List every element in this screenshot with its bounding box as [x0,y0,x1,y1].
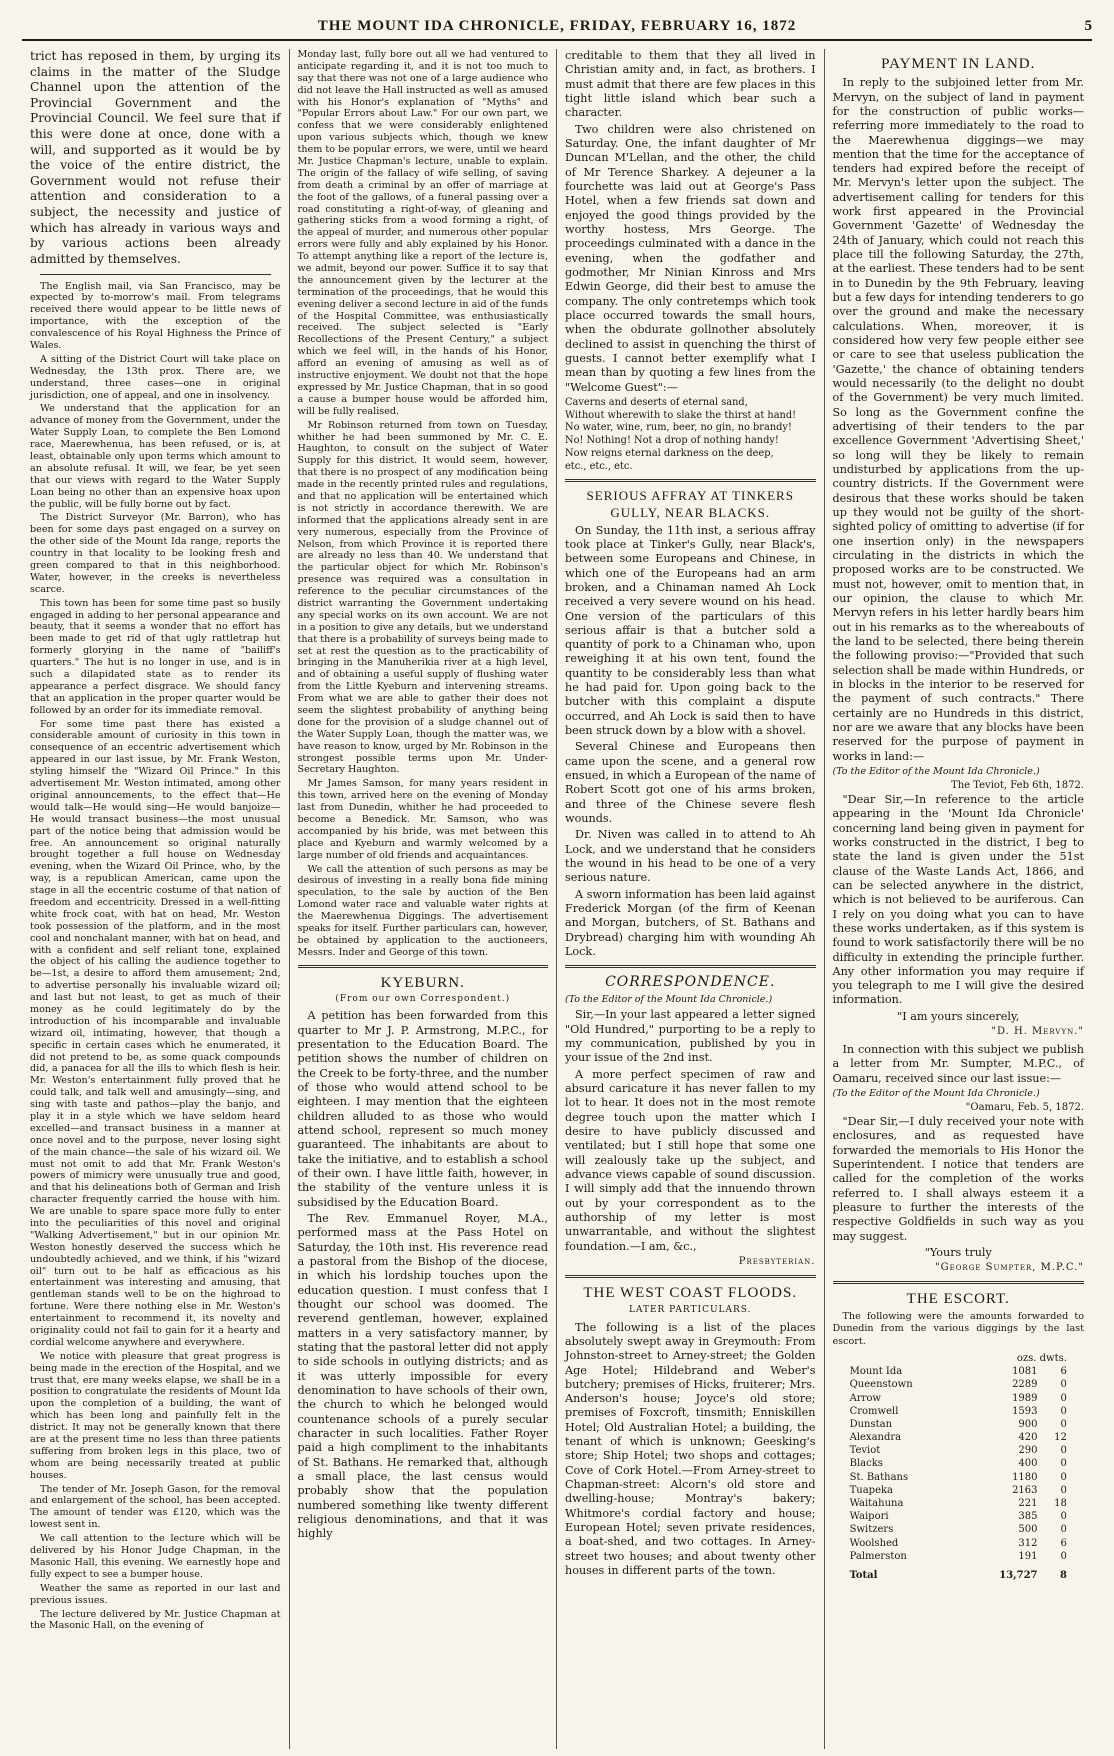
escort-cell-dwt: 6 [1060,1366,1067,1378]
kyeburn-article [298,1009,549,1541]
letter-signature: "D. H. Mervyn." [991,1026,1084,1038]
letter-paragraph: "Dear Sir,—I duly received your note with enclosures, and as requested have forwarded the memorials to His Honor the Superintendent. I notice that tenders are called for the completion of the works referred to. I shall always esteem it a pleasure to further the interests of the respective Goldfields in such way as you may suggest. [832,1114,1084,1243]
escort-cell-oz: 1180 [1012,1471,1038,1483]
escort-cell-place: Mount Ida [849,1366,903,1378]
escort-cell-oz: 400 [1018,1458,1038,1470]
escort-cell-dwt: 0 [1060,1471,1067,1483]
escort-row [848,1537,1069,1550]
poem-line: No! Nothing! Not a drop of nothing handy! [565,435,779,447]
escort-cell-oz: 385 [1018,1511,1038,1523]
escort-cell-oz: 2163 [1012,1484,1038,1496]
escort-cell-dwt: 0 [1060,1392,1067,1404]
letter-dateline: "Oamaru, Feb. 5, 1872. [965,1102,1084,1114]
divider [565,1275,816,1278]
kyeburn-continued: creditable to them that they all lived in Christian amity and, in fact, as brothers. I must admit that there are few places in this tight little island which bear such a character. [565,49,816,120]
escort-cell-oz: 191 [1018,1550,1038,1562]
escort-row [848,1365,1069,1378]
news-paragraph: We understand that the application for an advance of money from the Government, under the Water Supply Loan, to complete the Ben Lomond race, Maerewhenua, has been refused, or is, at least, obtainable only upon terms which amount to an absolute refusal. It will, we fear, be yet seen that our views with regard to the Water Supply Loan being no other than an expensive hoax upon the public, will be fully borne out by fact. [30,403,281,510]
column-2 [290,49,558,1749]
correspondence-paragraph: A more perfect specimen of raw and absurd caricature it has never fallen to my lot to hear. It does not in the most remote degree touch upon the matter which I desire to have publicly discussed and ventilated; but I still hope that some one will zealously take up the subject, and advance views capable of sound discussion. I will simply add that the innuendo thrown out by your correspondent as to the authorship of my letter is most unwarrantable, and without the slightest foundation.—I am, &c., [565,1067,816,1253]
escort-row [848,1392,1069,1405]
escort-cell-oz: 1081 [1012,1366,1038,1378]
escort-total-dwt: 8 [1059,1569,1067,1581]
escort-cell-place: Cromwell [849,1405,899,1417]
floods-heading: THE WEST COAST FLOODS. [583,1284,798,1301]
divider [565,965,816,968]
letter-signature: "George Sumpter, M.P.C." [935,1262,1084,1274]
escort-row [848,1457,1069,1470]
poem-line: No water, wine, rum, beer, no gin, no brandy! [565,422,792,434]
kyeburn-paragraph: A petition has been forwarded from this quarter to Mr J. P. Armstrong, M.P.C., for presentation to the Education Board. The petition shows the number of children on the Creek to be forty-three, and the number of those who would attend school to be eighteen. I may mention that the eighteen children alluded to as those who would attend school, represent so much money guaranteed. The inhabitants are about to take the initiative, and to establish a school of their own. I have little faith, however, in the stability of the venture unless it is subsidised by the Education Board. [297,1009,548,1209]
escort-cell-place: Dunstan [849,1418,893,1430]
letter-closing: "I am yours sincerely, [897,1009,1020,1023]
escort-cell-oz: 312 [1018,1537,1038,1549]
letter-attribution: (To the Editor of the Mount Ida Chronicle.) [832,1087,1040,1099]
escort-row [848,1550,1069,1563]
escort-cell-place: Waipori [849,1511,889,1523]
letter-dateline: The Teviot, Feb 6th, 1872. [951,780,1084,792]
divider [565,479,816,482]
correspondence-paragraph: Sir,—In your last appeared a letter signed "Old Hundred," purporting to be a reply to my communication, published by you in your issue of the 2nd inst. [565,1008,816,1065]
poem-line: Now reigns eternal darkness on the deep, [565,447,774,459]
escort-table-body [848,1352,1069,1582]
kyeburn-heading: KYEBURN. [380,974,465,991]
affray-paragraph: Several Chinese and Europeans then came upon the scene, and a general row ensued, in which a European of the name of Robert Scott got one of his arms broken, and three of the Chinese severe flesh wounds. [565,740,816,826]
news-paragraph: This town has been for some time past so busily engaged in adding to her personal appearance and beauty, that it seems a wonder that no effort has been made to get rid of that ugly rattletrap hut formerly glorying in the name of "bailiff's quarters." The hut is no longer in use, and is in such a dilapidated state as to render its appearance a perfect disgrace. We should fancy that an application in the proper quarter would be followed by an order for its immediate removal. [30,597,281,716]
news-paragraph: The English mail, via San Francisco, may be expected by to-morrow's mail. From telegrams received there would appear to be little news of importance, with the exception of the convalescence of his Royal Highness the Prince of Wales. [30,280,281,351]
escort-cell-place: Woolshed [849,1537,899,1549]
news-paragraph: Monday last, fully bore out all we had ventured to anticipate regarding it, and it is not too much to say that there was not one of a large audience who did not leave the Hall instructed as well as amused with his Honor's explanation of "Myths" and "Popular Errors about Law." For our own part, we confess that we were considerably enlightened upon various subjects which, though we knew them to be popular errors, we were, until we heard Mr. Justice Chapman's lecture, unable to explain. The origin of the fallacy of wife selling, of saving from death a criminal by an offer of marriage at the foot of the gallows, of a funeral passing over a road constituting a right-of-way, of gleaning and gathering sticks from a wood forming a right, of the appeal of murder, and numerous other popular errors were fully and ably explained by his Honor. To attempt anything like a report of the lecture is, we admit, beyond our power. Suffice it to say that the announcement given by the lecturer at the termination of the proceedings, that he would this evening deliver a second lecture in aid of the funds of the Hospital Committee, was enthusiastically received. The subject selected is "Early Recollections of the Present Century," a subject which we feel will, in the hands of his Honor, afford an evening of amusing as well as of instructive enjoyment. We doubt not that the hope expressed by Mr. Justice Chapman, that in so good a cause a bumper house would be afforded him, will be fully realised. [297,49,548,417]
poem-line: Caverns and deserts of eternal sand, [565,396,748,408]
news-paragraph: Weather the same as reported in our last and previous issues. [30,1582,281,1606]
escort-cell-place: Blacks [849,1458,883,1470]
escort-cell-dwt: 0 [1060,1418,1067,1430]
news-paragraph: The tender of Mr. Joseph Gason, for the removal and enlargement of the school, has been accepted. The amount of tender was £120, which was the lowest sent in. [30,1483,281,1531]
correspondence-heading: CORRESPONDENCE. [605,974,776,991]
escort-heading: THE ESCORT. [906,1290,1010,1307]
escort-cell-dwt: 0 [1060,1550,1067,1562]
leader-paragraph: trict has reposed in them, by urging its claims in the matter of the Sludge Channel upon the attention of the Provincial Government and the Provincial Council. We feel sure that if this were done at once, done with a will, and supported as it would be by the voice of the entire district, the Government would not refuse their attention and consideration to a subject, the necessity and justice of which has already in various ways and by various actions been already admitted by themselves. [30,49,281,266]
escort-total-row [848,1563,1069,1582]
news-paragraph: Mr James Samson, for many years resident in this town, arrived here on the evening of Monday last from Dunedin, whither he had proceeded to become a Benedick. Mr. Samson, who was accompanied by his bride, was met between this place and Kyeburn and warmly welcomed by a large number of old friends and acquaintances. [297,778,548,861]
divider [40,274,271,275]
escort-cell-dwt: 18 [1054,1498,1067,1509]
correspondence-attribution: (To the Editor of the Mount Ida Chronicle.) [565,994,773,1006]
letter-attribution: (To the Editor of the Mount Ida Chronicle.) [832,765,1040,777]
letter-closing: "Yours truly [924,1245,992,1259]
escort-cell-place: Palmerston [849,1550,907,1562]
escort-row [848,1431,1069,1444]
escort-cell-place: Queenstown [849,1379,913,1391]
column-4 [825,49,1093,1749]
news-paragraph: Mr Robinson returned from town on Tuesday, whither he had been summoned by Mr. C. E. Haughton, to consult on the subject of Water Supply for this district. It would seem, however, that there is no prospect of any modification being made in the recently printed rules and regulations, and that no application will be entertained which is not strictly in accordance therewith. We are informed that the applications already sent in are very numerous, especially from the Province of Nelson, from which Province it is reported there are already no less than 40. We understand that the particular object for which Mr. Robinson's presence was required was a consultation in reference to the peculiar circumstances of the district warranting the Government undertaking any special works on its own account. We are not in a position to give any details, but we understand that there is a probability of surveys being made to set at rest the question as to the practicability of bringing in the Manuherikia river at a high level, and of obtaining a useful supply of flushing water from the Little Kyeburn and intervening streams. From what we are able to gather their does not seem the slightest probability of anything being done for the provision of a sludge channel out of the Water Supply Loan, though the matter was, we have reason to know, urged by Mr. Robinson in the strongest possible terms upon Mr. Under-Secretary Haughton. [297,419,548,776]
escort-cell-place: Teviot [849,1445,881,1457]
escort-row [848,1471,1069,1484]
escort-cell-oz: 2289 [1012,1379,1038,1391]
escort-row [848,1510,1069,1523]
affray-paragraph: On Sunday, the 11th inst, a serious affray took place at Tinker's Gully, near Black's, between some Europeans and Chinese, in which one of the Europeans had an arm broken, and a Chinaman named Ah Lock received a very severe wound on his head. One version of the particulars of this serious affair is that a butcher sold a quantity of pork to a Chinaman who, upon reweighing it at his own tent, found the quantity to be considerably less than what he had paid for. Upon going back to the butcher with this complaint a dispute occurred, and Ah Lock is said then to have been struck down by a blow with a shovel. [565,523,816,738]
affray-paragraph: A sworn information has been laid against Frederick Morgan (of the firm of Keenan and Morgan, butchers, of St. Bathans and Drybread) charging him with wounding Ah Lock. [565,887,816,959]
poem-quote [565,397,816,473]
masthead-title: THE MOUNT IDA CHRONICLE, FRIDAY, FEBRUARY 16, 1872 [317,18,797,34]
kyeburn-paragraph: Two children were also christened on Saturday. One, the infant daughter of Mr Duncan M'Lellan, and the other, the child of Mr Terence Sharkey. A dejeuner a la fourchette was laid out at George's Pass Hotel, when a few friends sat down and enjoyed the good things provided by the worthy hostess, Mrs George. The proceedings culminated with a dance in the evening, when the godfather and godmother, Mr Ninian Kinross and Mrs Edwin George, did their best to amuse the company. The only contretemps which took place occurred towards the small hours, when the obdurate gollnother absolutely declined to assist in quenching the thirst of guests. I cannot better exemplify what I mean than by quoting a few lines from the "Welcome Guest":— [565,122,816,394]
column-1 [22,49,290,1749]
escort-unit-header [848,1352,1069,1365]
news-paragraph: We call attention to the lecture which will be delivered by his Honor Judge Chapman, in the Masonic Hall, this evening. We earnestly hope and fully expect to see a bumper house. [30,1533,281,1580]
payment-paragraph: In reply to the subjoined letter from Mr. Mervyn, on the subject of land in payment for the construction of public works—referring more immediately to the road to the Maerewhenua diggings—we may mention that the time for the acceptance of tenders had expired before the receipt of Mr. Mervyn's letter upon the subject. The advertisement calling for tenders for this work first appeared in the Provincial Government 'Gazette' of Wednesday the 24th of January, which could not reach this place till the following Saturday, the 27th, at the earliest. These tenders had to be sent in to Dunedin by the 9th February, leaving but a few days for intending tenderers to go over the ground and make the necessary calculations. When, moreover, it is considered how very few people either see or care to see that useless publication the 'Gazette,' the chance of obtaining tenders would necessarily (to the delight no doubt of the Government) be very much limited. So long as the Government confine the advertising of their tenders to the par excellence Government 'Advertising Sheet,' so long will they be likely to remain undisturbed by applications from the up-country districts. If the Government were desirous that these works should be taken up they would not be guilty of the short-sighted policy of omitting to advertise (if for one insertion only) in the newspapers circulating in the districts in which the proposed works are to be constructed. We must not, however, omit to mention that, in our opinion, the clause to which Mr. Mervyn refers in his letter hardly bears him out in his remarks as to the whereabouts of the land to be selected, there being therein the following proviso:—"Provided that such selection shall be made within Hundreds, or in blocks in the interior to be reserved for the payment of such contracts." There certainly are no Hundreds in this district, nor are we aware that any blocks have been reserved for the purpose of payment in works in land:— [832,76,1084,763]
columns [22,49,1092,1749]
unit-header: ozs. dwts. [1016,1352,1067,1364]
news-paragraph: The lecture delivered by Mr. Justice Chapman at the Masonic Hall, on the evening of [30,1608,281,1632]
escort-cell-place: Switzers [849,1524,894,1536]
news-paragraph: We notice with pleasure that great progress is being made in the erection of the Hospital, and we trust that, ere many weeks elapse, we shall be in a position to congratulate the residents of Mount Ida upon the completion of a building, the want of which has been long and painfully felt in the district. It may not be generally known that there are at the present time no less than three patients suffering from broken legs in this place, two of whom are being necessarily treated at public houses. [30,1350,281,1481]
news-paragraph: We call the attention of such persons as may be desirous of investing in a really bona fide mining speculation, to the sale by auction of the Ben Lomond water race and valuable water rights at the Maerewhenua Diggings. The advertisement speaks for itself. Further particulars can, however, be obtained by application to the auctioneers, Messrs. Inder and George of this town. [297,863,548,958]
escort-row [848,1523,1069,1536]
escort-row [848,1497,1069,1510]
escort-cell-dwt: 0 [1060,1524,1067,1536]
floods-subheading: LATER PARTICULARS. [628,1305,752,1315]
letter-paragraph: "Dear Sir,—In reference to the article appearing in the 'Mount Ida Chronicle' concerning land being given in payment for works constructed in the district, I beg to state the land is given under the 51st clause of the Waste Lands Act, 1866, and can be selected anywhere in the district, which is not believed to be auriferous. Can I rely on you doing what you can to have these works undertaken, as if this system is found to work satisfactorily there will be no difficulty in extending the principle further. Any other information you may require if you telegraph to me I will give the desired information. [832,792,1084,1007]
affray-heading: SERIOUS AFFRAY AT TINKERS GULLY, NEAR BLACKS. [586,488,794,520]
escort-row [848,1444,1069,1457]
letter-intro: In connection with this subject we publish a letter from Mr. Sumpter, M.P.C., of Oamaru, received since our last issue:— [832,1042,1084,1085]
escort-cell-place: St. Bathans [849,1471,909,1483]
escort-cell-oz: 290 [1018,1445,1038,1457]
escort-cell-dwt: 6 [1060,1537,1067,1549]
escort-cell-place: Tuapeka [849,1484,894,1496]
escort-cell-dwt: 0 [1060,1484,1067,1496]
poem-line: Without wherewith to slake the thirst at hand! [565,409,797,421]
leader-article [30,49,281,268]
escort-intro: The following were the amounts forwarded to Dunedin from the various diggings by the last escort. [832,1311,1084,1347]
escort-cell-dwt: 12 [1054,1432,1067,1444]
poem-line: etc., etc., etc. [565,460,633,472]
kyeburn-paragraph: The Rev. Emmanuel Royer, M.A., performed mass at the Pass Hotel on Saturday, the 10th inst. His reverence read a pastoral from the Bishop of the diocese, in which his lordship touches upon the education question. I must confess that I thought our school was doomed. The reverend gentleman, however, explained matters in a very satisfactory manner, by stating that the pastoral letter did not apply to side schools in outlying districts; and as it was utterly impossible for every denomination to have schools of their own, the church to which he belonged would countenance schools of a purely secular character in such localities. Father Royer paid a high compliment to the inhabitants of St. Bathans. He remarked that, although a small place, the last census would probably show that the population numbered something like twenty different religious denominations, and that it was highly [297,1212,548,1541]
payment-heading: PAYMENT IN LAND. [881,56,1036,72]
escort-cell-dwt: 0 [1060,1511,1067,1523]
escort-row [848,1418,1069,1431]
escort-row [848,1378,1069,1391]
news-paragraph: The District Surveyor (Mr. Barron), who has been for some days past engaged on a survey on the other side of the Mount Ida range, reports the country in that locality to be looking fresh and green compared to that in this neighborhood. Water, however, in the creeks is nevertheless scarce. [30,512,281,595]
escort-cell-oz: 1989 [1012,1392,1038,1404]
escort-cell-dwt: 0 [1060,1379,1067,1391]
escort-cell-place: Arrow [849,1392,881,1404]
column-3 [557,49,825,1749]
escort-cell-place: Waitahuna [849,1498,904,1509]
escort-cell-dwt: 0 [1060,1458,1067,1470]
escort-cell-oz: 900 [1018,1418,1038,1430]
escort-row [848,1484,1069,1497]
floods-paragraph: The following is a list of the places absolutely swept away in Greymouth: From Johnston-street to Arney-street; the Golden Age Hotel; Hildebrand and Weber's butchery; premises of Hicks, fruiterer; Mrs. Anderson's house; Joyce's old store; premises of Foxcroft, tinsmith; Enniskillen Hotel; Old Australian Hotel; a building, the tenant of which is unknown; Geesking's store; Ship Hotel; two shops and cottages; Cove of Cork Hotel.—From Arney-street to Chapman-street: Alcorn's old store and dwelling-house; Montray's bakery; Whitmore's cordial factory and house; European Hotel; seven private residences, a boat-shed, and two cottages. In Arney-street two houses; and about twenty other houses in different parts of the town. [565,1320,816,1578]
page-number: 5 [1084,18,1092,34]
masthead [22,18,1092,41]
divider [298,965,549,968]
escort-row [848,1405,1069,1418]
escort-cell-oz: 1593 [1012,1405,1038,1417]
escort-total-oz: 13,727 [999,1569,1038,1581]
escort-cell-oz: 500 [1018,1524,1038,1536]
kyeburn-subheading: (From our own Correspondent.) [335,994,511,1005]
escort-cell-dwt: 0 [1060,1445,1067,1457]
escort-cell-oz: 221 [1018,1498,1038,1509]
news-paragraph: A sitting of the District Court will take place on Wednesday, the 13th prox. There are, we understand, three cases—one in original jurisdiction, one of appeal, and one in insolvency. [30,353,281,401]
escort-table [848,1352,1069,1582]
escort-cell-place: Alexandra [849,1432,902,1444]
news-paragraph: For some time past there has existed a considerable amount of curiosity in this town in consequence of an eccentric advertisement which appeared in our last issue, by Mr. Frank Weston, styling himself the "Wizard Oil Prince." In this advertisement Mr. Weston intimated, among other original announcements, to the effect that—He would talk—He would sing—He would banjoize—He would transact business—the most unusual part of the notice being that admission would be free. An announcement so original naturally brought together a full house on Wednesday evening, when the Wizard Oil Prince, who, by the way, is a republican American, came upon the stage in all the eccentric costume of that nation of freedom and eccentricity. Dressed in a well-fitting white frock coat, with hat on head, Mr. Weston took possession of the platform, and in the most cool and nonchalant manner, with hat on head, and with a confident and self reliant tone, explained the object of his calling the audience together to be—1st, a desire to afford them amusement; 2nd, to advertise personally his invaluable wizard oil; and last but not least, to get as much of their money as he could legitimately do by the introduction of his incomparable and invaluable wizard oil, intimating, however, that though a specific in certain cases which he enumerated, it did not pretend to be, as some quack compounds did, a panacea for all the ills to which flesh is heir. Mr. Weston's entertainment fully proved that he could talk, and talk well and amusingly—sing, and sing with taste and pathos—play the banjo, and play it in a style which we have seldom heard excelled—and transact business in a manner at once novel and to the purpose, never losing sight of the main chance—the sale of his wizard oil. We must not omit to add that Mr. Frank Weston's powers of mimicry were unusually true and good, and that his delineations both of German and Irish character frequently carried the house with him. We are unable to spare space more fully to enter into the peculiarities of this novel and original "Walking Advertisement," but in our opinion Mr. Weston honestly deserved the success which he undoubtedly achieved, and we think, if his "wizard oil" turn out to be half as efficacious as his entertainment was interesting and amusing, that gentleman stands well to be on the highroad to fortune. Were there nothing else in Mr. Weston's entertainment to recommend it, its novelty and originality could not fail to gain for it a hearty and cordial welcome anywhere and everywhere. [30,718,281,1348]
correspondence-signature: Presbyterian. [738,1256,816,1268]
escort-cell-oz: 420 [1018,1432,1038,1444]
affray-paragraph: Dr. Niven was called in to attend to Ah Lock, and we understand that he considers the wound in his head to be one of a very serious nature. [565,828,816,885]
escort-cell-dwt: 0 [1060,1405,1067,1417]
divider [833,1281,1085,1284]
escort-total-label: Total [849,1569,878,1581]
